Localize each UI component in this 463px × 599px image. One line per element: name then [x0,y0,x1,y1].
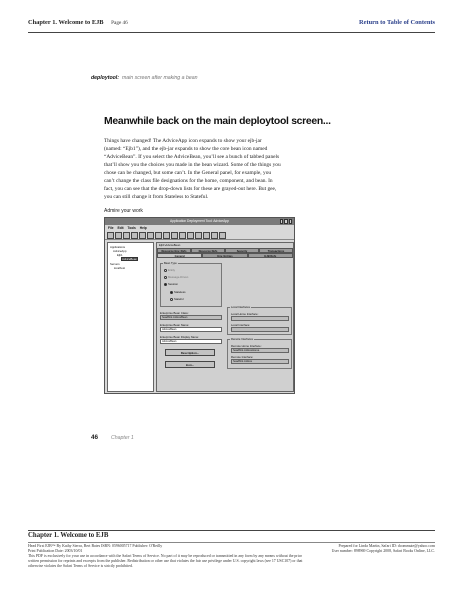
bean-name-input[interactable]: AdviceBean [160,327,222,332]
toolbar-icon[interactable] [131,232,138,239]
radio-icon [170,298,173,301]
header-divider [28,32,435,33]
toolbar-icon[interactable] [147,232,154,239]
toolbar-icon[interactable] [107,232,114,239]
bean-path: Ejb1\AdviceBean [159,243,181,247]
header-chapter-title: Chapter 1. Welcome to EJB [28,19,104,26]
body-line: Things have changed! The AdviceApp icon expands to show your ejb-jar [104,138,262,144]
footer-user-number: User number: 898969 Copyright 2008, Safari Books Online, LLC. [331,549,435,553]
remote-interfaces-group [227,339,292,369]
caption-bold: deploytool: [91,75,119,81]
local-home-label: Local Home Interface: [231,312,259,316]
local-interface-label: Local Interface: [231,323,251,327]
menu-tools[interactable]: Tools [127,226,136,230]
footer-divider-thin [28,542,435,543]
description-button[interactable]: Description... [165,349,215,356]
toolbar-icon[interactable] [195,232,202,239]
enterprise-class-select[interactable]: headfirst.AdviceBean [160,315,222,320]
local-interfaces-group [227,307,292,335]
tab-security[interactable]: Security [225,248,259,253]
toolbar-icon[interactable] [163,232,170,239]
page-number: 46 [91,434,99,441]
bean-type-title: Bean Type [164,262,177,265]
footer-pub-date: Print Publication Date: 2003/10/01 [28,549,83,553]
toolbar-icon[interactable] [115,232,122,239]
tab-transactions[interactable]: Transactions [259,248,293,253]
tab-resource-refs[interactable]: Resource Refs [191,248,225,253]
bean-detail-pane [156,242,294,392]
maximize-icon [284,219,287,224]
window-controls [280,219,292,224]
footer-terms-1: This PDF is exclusively for your use in accordance with the Safari Terms of Service. No part of it may be reproduced or transmitted in any form by any means without the prior [28,554,302,558]
remote-interface-select[interactable]: headfirst.Advice [231,359,289,364]
radio-stateful[interactable] [170,297,184,301]
tree-item-localhost[interactable]: localhost [114,266,126,270]
toolbar-icon[interactable] [219,232,226,239]
footer-divider [28,530,435,531]
body-line: “AdviceBean”. If you select the AdviceBean, you’ll see a bunch of tabbed panels [104,154,280,160]
close-icon [289,219,292,224]
tree-item-adviceapp[interactable]: AdviceApp [113,249,127,253]
radio-stateful-label: Stateful [174,297,184,301]
local-home-select[interactable] [231,316,289,321]
remote-home-label: Remote Home Interface: [231,344,262,348]
local-interface-select[interactable] [231,327,289,332]
tab-general[interactable]: General [157,253,202,258]
figure-caption [91,75,198,81]
menu-file[interactable]: File [108,226,114,230]
caption-italic: main screen after making a bean [121,75,198,81]
body-line: you can still change it from Stateless to Stateful. [104,194,209,200]
radio-entity-label: Entity [168,268,175,272]
toc-link[interactable]: Return to Table of Contents [359,19,435,26]
footer-chapter-title: Chapter 1. Welcome to EJB [28,532,109,539]
tab-ejb-refs[interactable]: EJB Refs [248,253,293,258]
toolbar-icon[interactable] [155,232,162,239]
radio-icon [164,269,167,272]
toolbar-icon[interactable] [211,232,218,239]
radio-stateless-label: Stateless [174,290,186,294]
bean-name-label: Enterprise Bean Name: [160,323,190,327]
radio-stateless[interactable] [170,290,186,294]
remote-home-select[interactable]: headfirst.AdviceHome [231,348,289,353]
app-window-screenshot [104,217,295,394]
tree-item-ejb1[interactable]: Ejb1 [117,253,123,257]
footer-prepared-for: Prepared for Linda Martin, Safari ID: dcommute@yahoo.com [338,544,435,548]
tree-item-applications[interactable]: Applications [110,245,126,249]
icon-button[interactable]: Icon... [165,361,215,368]
radio-session-label: Session [168,282,178,286]
menu-help[interactable]: Help [139,226,147,230]
radio-icon [164,276,167,279]
app-toolbar [105,231,294,240]
display-name-label: Enterprise Bean Display Name: [160,335,200,339]
radio-message-driven[interactable] [164,275,188,279]
local-interfaces-title: Local Interfaces [231,306,250,309]
app-tree-panel [107,242,154,392]
footer-terms-2: written permission for reprints and excerpts from the publisher. Redistribution or other use that violates the fair use privilege under U.S. copyright laws (see 17 USC107) or that [28,559,303,563]
radio-message-driven-label: Message-Driven [168,275,189,279]
radio-entity[interactable] [164,268,175,272]
body-line: chose can be changed, but some can’t. In the General panel, for example, you [104,170,272,176]
app-window-title: Application Deployment Tool: AdviceApp [105,218,294,225]
body-line: fact, you can see that the drop-down lists for these are grayed-out here. But gee, [104,186,277,192]
toolbar-icon[interactable] [139,232,146,239]
page-chapter: Chapter 1 [111,435,134,441]
toolbar-icon[interactable] [123,232,130,239]
tree-item-advicebean[interactable]: AdviceBean [122,257,137,261]
toolbar-icon[interactable] [171,232,178,239]
footer-book-info: Head First EJB™ By Kathy Sierra, Bert Bates ISBN: 0596005717 Publisher: O'Reilly [28,544,163,548]
remote-interfaces-title: Remote Interfaces [231,338,253,341]
radio-selected-icon [170,291,173,294]
radio-selected-icon [164,283,167,286]
menu-edit[interactable]: Edit [117,226,124,230]
body-paragraph [104,137,379,201]
header-left [28,19,128,26]
admire-caption: Admire your work [104,208,143,214]
section-heading: Meanwhile back on the main deploytool screen... [104,116,331,127]
page-header [28,19,435,31]
tab-row-2 [157,253,293,258]
body-line: (named: “Ejb1”), and the ejb-jar expands to show the core bean icon named [104,146,268,152]
radio-session[interactable] [164,282,178,286]
footer-terms-3: otherwise violates the Safari Terms of Service is strictly prohibited. [28,564,133,568]
remote-interface-label: Remote Interface: [231,355,254,359]
display-name-input[interactable]: AdviceBean [160,339,222,344]
toolbar-icon[interactable] [179,232,186,239]
header-page-number: Page 46 [111,20,128,26]
minimize-icon [280,219,283,224]
tab-env-entries[interactable]: Env. Entries [202,253,247,258]
body-line: can’t change the class file designations for the home, component, and bean. In [104,178,273,184]
enterprise-class-label: Enterprise Bean Class: [160,311,189,315]
toolbar-icon[interactable] [203,232,210,239]
bean-type-group [160,263,222,307]
toolbar-icon[interactable] [187,232,194,239]
tab-resource-env-refs[interactable]: Resource Env. Refs [157,248,191,253]
body-line: that’ll show you the choices you made in the bean wizard. Some of the things you [104,162,281,168]
tree-item-servers[interactable]: Servers [110,262,120,266]
